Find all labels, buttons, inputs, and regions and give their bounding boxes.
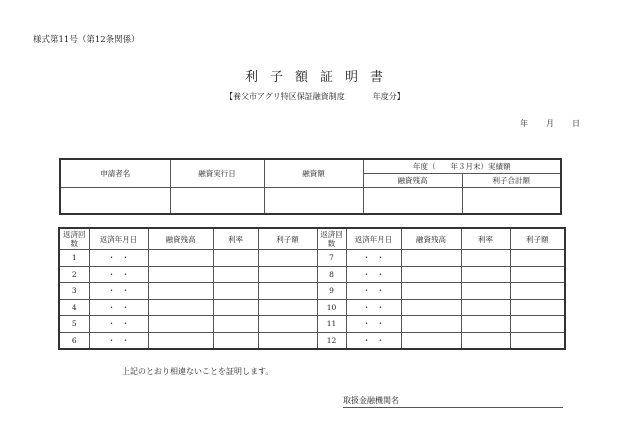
repayment-date-field[interactable] [346,250,401,267]
header-date-right: 返済年月日 [346,228,401,250]
balance-cell[interactable] [148,283,213,300]
interest-cell[interactable] [510,266,565,283]
row-number: 4 [59,299,89,316]
balance-field[interactable] [363,188,462,215]
row-number: 6 [59,332,89,349]
repayment-date-field[interactable] [346,299,401,316]
balance-cell[interactable] [148,332,213,349]
row-number: 5 [59,316,89,333]
separator-dot: ・ [362,302,371,312]
subtitle-prefix: 【養父市アグリ特区保証融資制度 [225,92,345,101]
header-applicant: 申請者名 [60,159,170,188]
rate-cell[interactable] [213,332,258,349]
separator-dot: ・ [362,286,371,296]
balance-cell[interactable] [401,332,461,349]
header-loan-date: 融資実行日 [170,159,264,188]
interest-cell[interactable] [510,299,565,316]
table-row [59,316,565,333]
repayment-date-field[interactable] [346,283,401,300]
repayment-date-field[interactable] [346,316,401,333]
date-month: 月 [546,119,554,128]
separator-dot: ・ [107,269,116,279]
separator-dot: ・ [376,253,385,263]
table-row [59,266,565,283]
table-row [59,299,565,316]
table-row [59,283,565,300]
separator-dot: ・ [376,286,385,296]
header-fiscal-group: 年度（ 年３月末）実績額 [363,159,561,174]
rate-cell[interactable] [461,299,510,316]
separator-dot: ・ [376,335,385,345]
rate-cell[interactable] [461,316,510,333]
interest-cell[interactable] [510,250,565,267]
repayment-date-field[interactable] [89,299,148,316]
row-number: 8 [317,266,346,283]
header-interest-right: 利子額 [510,228,565,250]
repayment-date-field[interactable] [346,332,401,349]
issuer-label: 取扱金融機関名 [343,396,399,405]
interest-cell[interactable] [510,316,565,333]
rate-cell[interactable] [461,266,510,283]
separator-dot: ・ [362,335,371,345]
header-rate-right: 利率 [461,228,510,250]
repayment-date-field[interactable] [89,283,148,300]
rate-cell[interactable] [213,250,258,267]
repayment-date-field[interactable] [89,316,148,333]
header-count-left: 返済回数 [59,228,89,250]
separator-dot: ・ [107,302,116,312]
separator-dot: ・ [121,319,130,329]
balance-cell[interactable] [401,299,461,316]
rate-cell[interactable] [213,283,258,300]
document-title: 利子額証明書 [244,70,395,85]
date-year: 年 [520,119,528,128]
date-day: 日 [572,119,580,128]
header-balance-left: 融資残高 [148,228,213,250]
form-number: 様式第11号（第12条関係） [33,35,140,45]
separator-dot: ・ [121,286,130,296]
separator-dot: ・ [376,302,385,312]
separator-dot: ・ [121,253,130,263]
row-number: 7 [317,250,346,267]
rate-cell[interactable] [461,332,510,349]
document-subtitle [225,91,405,102]
balance-cell[interactable] [148,266,213,283]
subtitle-suffix: 年度分】 [372,92,405,101]
issue-date [520,118,580,129]
balance-cell[interactable] [401,283,461,300]
issuer-name-field[interactable] [343,395,563,408]
loan-date-field[interactable] [170,188,264,215]
certification-statement: 上記のとおり相違ないことを証明します。 [122,367,274,376]
balance-cell[interactable] [148,250,213,267]
separator-dot: ・ [107,286,116,296]
separator-dot: ・ [362,269,371,279]
separator-dot: ・ [107,335,116,345]
interest-cell[interactable] [258,299,317,316]
interest-total-field[interactable] [462,188,561,215]
header-count-right: 返済回数 [317,228,346,250]
table-row [59,332,565,349]
balance-cell[interactable] [148,316,213,333]
separator-dot: ・ [376,269,385,279]
repayment-date-field[interactable] [89,250,148,267]
interest-cell[interactable] [510,332,565,349]
rate-cell[interactable] [213,266,258,283]
separator-dot: ・ [107,253,116,263]
row-number: 1 [59,250,89,267]
repayment-date-field[interactable] [89,266,148,283]
balance-cell[interactable] [148,299,213,316]
interest-cell[interactable] [258,332,317,349]
header-interest-left: 利子額 [258,228,317,250]
applicant-field[interactable] [60,188,170,215]
row-number: 12 [317,332,346,349]
balance-cell[interactable] [401,266,461,283]
interest-cell[interactable] [258,266,317,283]
header-date-left: 返済年月日 [89,228,148,250]
separator-dot: ・ [121,302,130,312]
rate-cell[interactable] [213,316,258,333]
summary-table [59,158,562,215]
separator-dot: ・ [376,319,385,329]
interest-cell[interactable] [258,250,317,267]
interest-cell[interactable] [258,283,317,300]
repayment-date-field[interactable] [346,266,401,283]
row-number: 10 [317,299,346,316]
repayment-date-field[interactable] [89,332,148,349]
row-number: 11 [317,316,346,333]
rate-cell[interactable] [461,283,510,300]
table-row [59,250,565,267]
balance-cell[interactable] [401,250,461,267]
rate-cell[interactable] [213,299,258,316]
rate-cell[interactable] [461,250,510,267]
interest-cell[interactable] [258,316,317,333]
header-balance: 融資残高 [363,174,462,188]
separator-dot: ・ [121,269,130,279]
separator-dot: ・ [121,335,130,345]
repayment-table [58,227,566,350]
balance-cell[interactable] [401,316,461,333]
row-number: 2 [59,266,89,283]
header-loan-amount: 融資額 [264,159,363,188]
header-balance-right: 融資残高 [401,228,461,250]
separator-dot: ・ [362,319,371,329]
header-rate-left: 利率 [213,228,258,250]
loan-amount-field[interactable] [264,188,363,215]
separator-dot: ・ [362,253,371,263]
separator-dot: ・ [107,319,116,329]
interest-cell[interactable] [510,283,565,300]
row-number: 9 [317,283,346,300]
header-interest-total: 利子合計額 [462,174,561,188]
row-number: 3 [59,283,89,300]
